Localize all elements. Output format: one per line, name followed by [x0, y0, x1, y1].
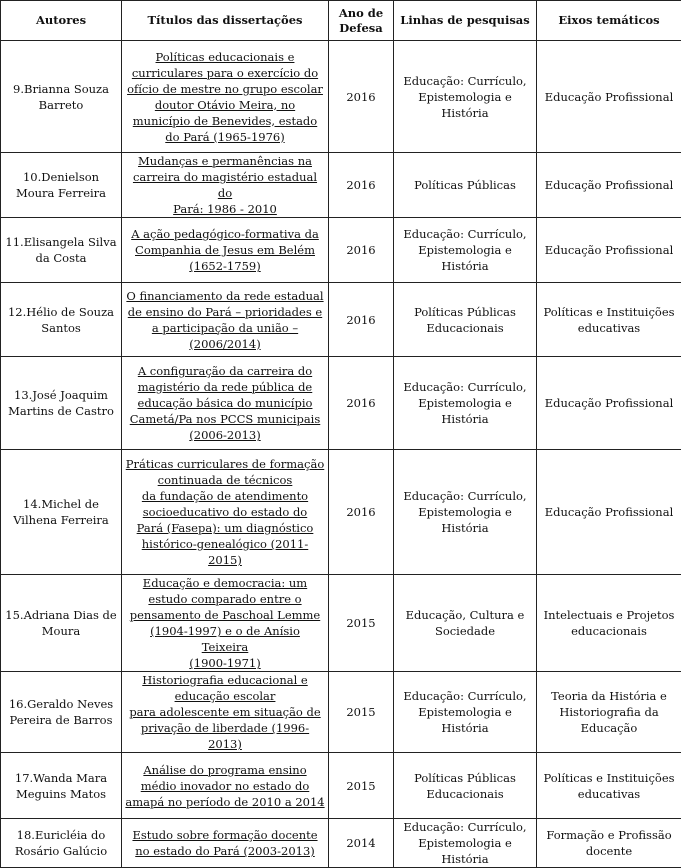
- header-row: [1, 1, 681, 41]
- title-cell-line: A configuração da carreira do: [125, 363, 325, 379]
- thematic-axis-cell-line: educacionais: [540, 623, 678, 639]
- thematic-axis-cell: [537, 575, 681, 672]
- year-cell: [329, 753, 394, 819]
- author-cell-line: 18.Euricléia do: [4, 827, 118, 843]
- title-cell-line: educação escolar: [125, 688, 325, 704]
- title-cell-line: amapá no período de 2010 a 2014: [125, 794, 325, 810]
- title-cell-line: (1900-1971): [125, 655, 325, 671]
- research-line-cell: [394, 153, 537, 218]
- year-cell: [329, 672, 394, 753]
- title-cell-line: privação de liberdade (1996-2013): [125, 720, 325, 752]
- research-line-cell-line: Epistemologia e: [397, 242, 533, 258]
- author-cell: [1, 575, 122, 672]
- year-cell: [329, 450, 394, 575]
- year-cell-line: 2016: [332, 312, 390, 328]
- thematic-axis-cell-line: Intelectuais e Projetos: [540, 607, 678, 623]
- research-line-cell-line: Epistemologia e: [397, 704, 533, 720]
- title-cell-line: Cametá/Pa nos PCCS municipais: [125, 411, 325, 427]
- research-line-cell-line: História: [397, 720, 533, 736]
- header-titles: Títulos das dissertações: [122, 1, 329, 41]
- author-cell-line: 12.Hélio de Souza: [4, 304, 118, 320]
- research-line-cell-line: Educação: Currículo,: [397, 819, 533, 835]
- title-cell: [122, 153, 329, 218]
- author-cell-line: 13.José Joaquim: [4, 387, 118, 403]
- research-line-cell-line: História: [397, 105, 533, 121]
- research-line-cell-line: Educação: Currículo,: [397, 488, 533, 504]
- author-cell-line: Barreto: [4, 97, 118, 113]
- research-line-cell-line: Educação, Cultura e: [397, 607, 533, 623]
- author-cell-line: Pereira de Barros: [4, 712, 118, 728]
- author-cell: [1, 283, 122, 357]
- year-cell-line: 2014: [332, 835, 390, 851]
- research-line-cell: [394, 753, 537, 819]
- research-line-cell-line: Políticas Públicas: [397, 177, 533, 193]
- author-cell-line: 9.Brianna Souza: [4, 81, 118, 97]
- research-line-cell-line: Educação: Currículo,: [397, 379, 533, 395]
- table-row: [1, 41, 681, 153]
- year-cell: [329, 218, 394, 283]
- title-cell: [122, 753, 329, 819]
- year-cell-line: 2016: [332, 504, 390, 520]
- author-cell-line: 16.Geraldo Neves: [4, 696, 118, 712]
- year-cell-line: 2016: [332, 177, 390, 193]
- author-cell-line: da Costa: [4, 250, 118, 266]
- table-row: [1, 218, 681, 283]
- year-cell: [329, 283, 394, 357]
- title-cell-line: de ensino do Pará – prioridades e: [125, 304, 325, 320]
- thematic-axis-cell-line: Educação Profissional: [540, 177, 678, 193]
- author-cell-line: Vilhena Ferreira: [4, 512, 118, 528]
- table-row: [1, 819, 681, 868]
- thematic-axis-cell: [537, 450, 681, 575]
- table-row: [1, 357, 681, 450]
- author-cell-line: 14.Michel de: [4, 496, 118, 512]
- research-line-cell: [394, 41, 537, 153]
- header-year: Ano de Defesa: [329, 1, 394, 41]
- author-cell-line: 11.Elisangela Silva: [4, 234, 118, 250]
- title-cell-line: 2015): [125, 552, 325, 568]
- header-authors: Autores: [1, 1, 122, 41]
- author-cell-line: 10.Denielson: [4, 169, 118, 185]
- author-cell: [1, 218, 122, 283]
- title-cell: [122, 575, 329, 672]
- thematic-axis-cell: [537, 819, 681, 868]
- research-line-cell: [394, 283, 537, 357]
- table-row: [1, 153, 681, 218]
- year-cell-line: 2015: [332, 704, 390, 720]
- research-line-cell-line: Políticas Públicas: [397, 304, 533, 320]
- research-line-cell-line: Educação: Currículo,: [397, 73, 533, 89]
- title-cell-line: Práticas curriculares de formação: [125, 456, 325, 472]
- research-line-cell: [394, 218, 537, 283]
- research-line-cell-line: Educação: Currículo,: [397, 688, 533, 704]
- title-cell: [122, 283, 329, 357]
- year-cell: [329, 357, 394, 450]
- title-cell-line: município de Benevides, estado: [125, 113, 325, 129]
- year-cell-line: 2015: [332, 615, 390, 631]
- title-cell-line: curriculares para o exercício do: [125, 65, 325, 81]
- title-cell-line: histórico-genealógico (2011-: [125, 536, 325, 552]
- title-cell-line: doutor Otávio Meira, no: [125, 97, 325, 113]
- research-line-cell: [394, 819, 537, 868]
- author-cell: [1, 819, 122, 868]
- research-line-cell: [394, 575, 537, 672]
- title-cell-line: socioeducativo do estado do: [125, 504, 325, 520]
- research-line-cell-line: História: [397, 520, 533, 536]
- author-cell: [1, 357, 122, 450]
- title-cell: [122, 41, 329, 153]
- research-line-cell-line: Políticas Públicas: [397, 770, 533, 786]
- thematic-axis-cell: [537, 41, 681, 153]
- author-cell-line: Rosário Galúcio: [4, 843, 118, 859]
- title-cell-line: do Pará (1965-1976): [125, 129, 325, 145]
- research-line-cell-line: Educação: Currículo,: [397, 226, 533, 242]
- author-cell: [1, 450, 122, 575]
- header-thematic-axes: Eixos temáticos: [537, 1, 681, 41]
- thematic-axis-cell: [537, 283, 681, 357]
- thematic-axis-cell-line: educativas: [540, 320, 678, 336]
- title-cell-line: (2006/2014): [125, 336, 325, 352]
- research-line-cell: [394, 450, 537, 575]
- title-cell-line: Educação e democracia: um: [125, 575, 325, 591]
- title-cell-line: a participação da união –: [125, 320, 325, 336]
- research-line-cell-line: Epistemologia e: [397, 89, 533, 105]
- title-cell-line: Análise do programa ensino: [125, 762, 325, 778]
- title-cell-line: ofício de mestre no grupo escolar: [125, 81, 325, 97]
- author-cell: [1, 41, 122, 153]
- title-cell-line: no estado do Pará (2003-2013): [125, 843, 325, 859]
- author-cell-line: Meguins Matos: [4, 786, 118, 802]
- header-research-lines: Linhas de pesquisas: [394, 1, 537, 41]
- thematic-axis-cell: [537, 672, 681, 753]
- research-line-cell-line: Epistemologia e: [397, 504, 533, 520]
- year-cell-line: 2015: [332, 778, 390, 794]
- year-cell-line: 2016: [332, 89, 390, 105]
- thematic-axis-cell: [537, 218, 681, 283]
- year-cell: [329, 41, 394, 153]
- research-line-cell-line: Sociedade: [397, 623, 533, 639]
- year-cell-line: 2016: [332, 242, 390, 258]
- author-cell-line: 17.Wanda Mara: [4, 770, 118, 786]
- research-line-cell-line: Educacionais: [397, 786, 533, 802]
- title-cell-line: carreira do magistério estadual do: [125, 169, 325, 201]
- title-cell-line: Estudo sobre formação docente: [125, 827, 325, 843]
- author-cell-line: Moura: [4, 623, 118, 639]
- thematic-axis-cell-line: Teoria da História e: [540, 688, 678, 704]
- title-cell-line: educação básica do município: [125, 395, 325, 411]
- thematic-axis-cell-line: Educação: [540, 720, 678, 736]
- thematic-axis-cell: [537, 153, 681, 218]
- title-cell-line: para adolescente em situação de: [125, 704, 325, 720]
- thematic-axis-cell-line: Educação Profissional: [540, 89, 678, 105]
- thematic-axis-cell-line: Educação Profissional: [540, 504, 678, 520]
- year-cell: [329, 153, 394, 218]
- title-cell-line: magistério da rede pública de: [125, 379, 325, 395]
- title-cell-line: Pará: 1986 - 2010: [125, 201, 325, 217]
- title-cell-line: (1652-1759): [125, 258, 325, 274]
- title-cell: [122, 819, 329, 868]
- title-cell: [122, 357, 329, 450]
- thematic-axis-cell: [537, 753, 681, 819]
- thematic-axis-cell-line: Políticas e Instituições: [540, 304, 678, 320]
- author-cell-line: Moura Ferreira: [4, 185, 118, 201]
- title-cell-line: da fundação de atendimento: [125, 488, 325, 504]
- year-cell-line: 2016: [332, 395, 390, 411]
- title-cell-line: estudo comparado entre o: [125, 591, 325, 607]
- title-cell-line: Políticas educacionais e: [125, 49, 325, 65]
- author-cell: [1, 153, 122, 218]
- table-row: [1, 450, 681, 575]
- thematic-axis-cell-line: Educação Profissional: [540, 395, 678, 411]
- research-line-cell: [394, 357, 537, 450]
- thematic-axis-cell: [537, 357, 681, 450]
- research-line-cell-line: Epistemologia e: [397, 395, 533, 411]
- thematic-axis-cell-line: educativas: [540, 786, 678, 802]
- title-cell-line: (1904-1997) e o de Anísio Teixeira: [125, 623, 325, 655]
- research-line-cell-line: História: [397, 411, 533, 427]
- title-cell-line: (2006-2013): [125, 427, 325, 443]
- research-line-cell-line: História: [397, 258, 533, 274]
- table-row: [1, 575, 681, 672]
- title-cell: [122, 218, 329, 283]
- author-cell: [1, 672, 122, 753]
- thematic-axis-cell-line: Educação Profissional: [540, 242, 678, 258]
- title-cell-line: Pará (Fasepa): um diagnóstico: [125, 520, 325, 536]
- title-cell-line: Historiografia educacional e: [125, 672, 325, 688]
- research-line-cell-line: História: [397, 851, 533, 867]
- thematic-axis-cell-line: Formação e Profissão: [540, 827, 678, 843]
- title-cell: [122, 450, 329, 575]
- title-cell-line: Companhia de Jesus em Belém: [125, 242, 325, 258]
- author-cell: [1, 753, 122, 819]
- title-cell-line: médio inovador no estado do: [125, 778, 325, 794]
- research-line-cell-line: Educacionais: [397, 320, 533, 336]
- research-line-cell: [394, 672, 537, 753]
- thematic-axis-cell-line: Políticas e Instituições: [540, 770, 678, 786]
- author-cell-line: Martins de Castro: [4, 403, 118, 419]
- author-cell-line: 15.Adriana Dias de: [4, 607, 118, 623]
- title-cell: [122, 672, 329, 753]
- title-cell-line: A ação pedagógico-formativa da: [125, 226, 325, 242]
- title-cell-line: continuada de técnicos: [125, 472, 325, 488]
- year-cell: [329, 575, 394, 672]
- research-line-cell-line: Epistemologia e: [397, 835, 533, 851]
- title-cell-line: O financiamento da rede estadual: [125, 288, 325, 304]
- title-cell-line: Mudanças e permanências na: [125, 153, 325, 169]
- year-cell: [329, 819, 394, 868]
- table-row: [1, 753, 681, 819]
- table-row: [1, 672, 681, 753]
- table-row: [1, 283, 681, 357]
- thematic-axis-cell-line: Historiografia da: [540, 704, 678, 720]
- title-cell-line: pensamento de Paschoal Lemme: [125, 607, 325, 623]
- author-cell-line: Santos: [4, 320, 118, 336]
- thematic-axis-cell-line: docente: [540, 843, 678, 859]
